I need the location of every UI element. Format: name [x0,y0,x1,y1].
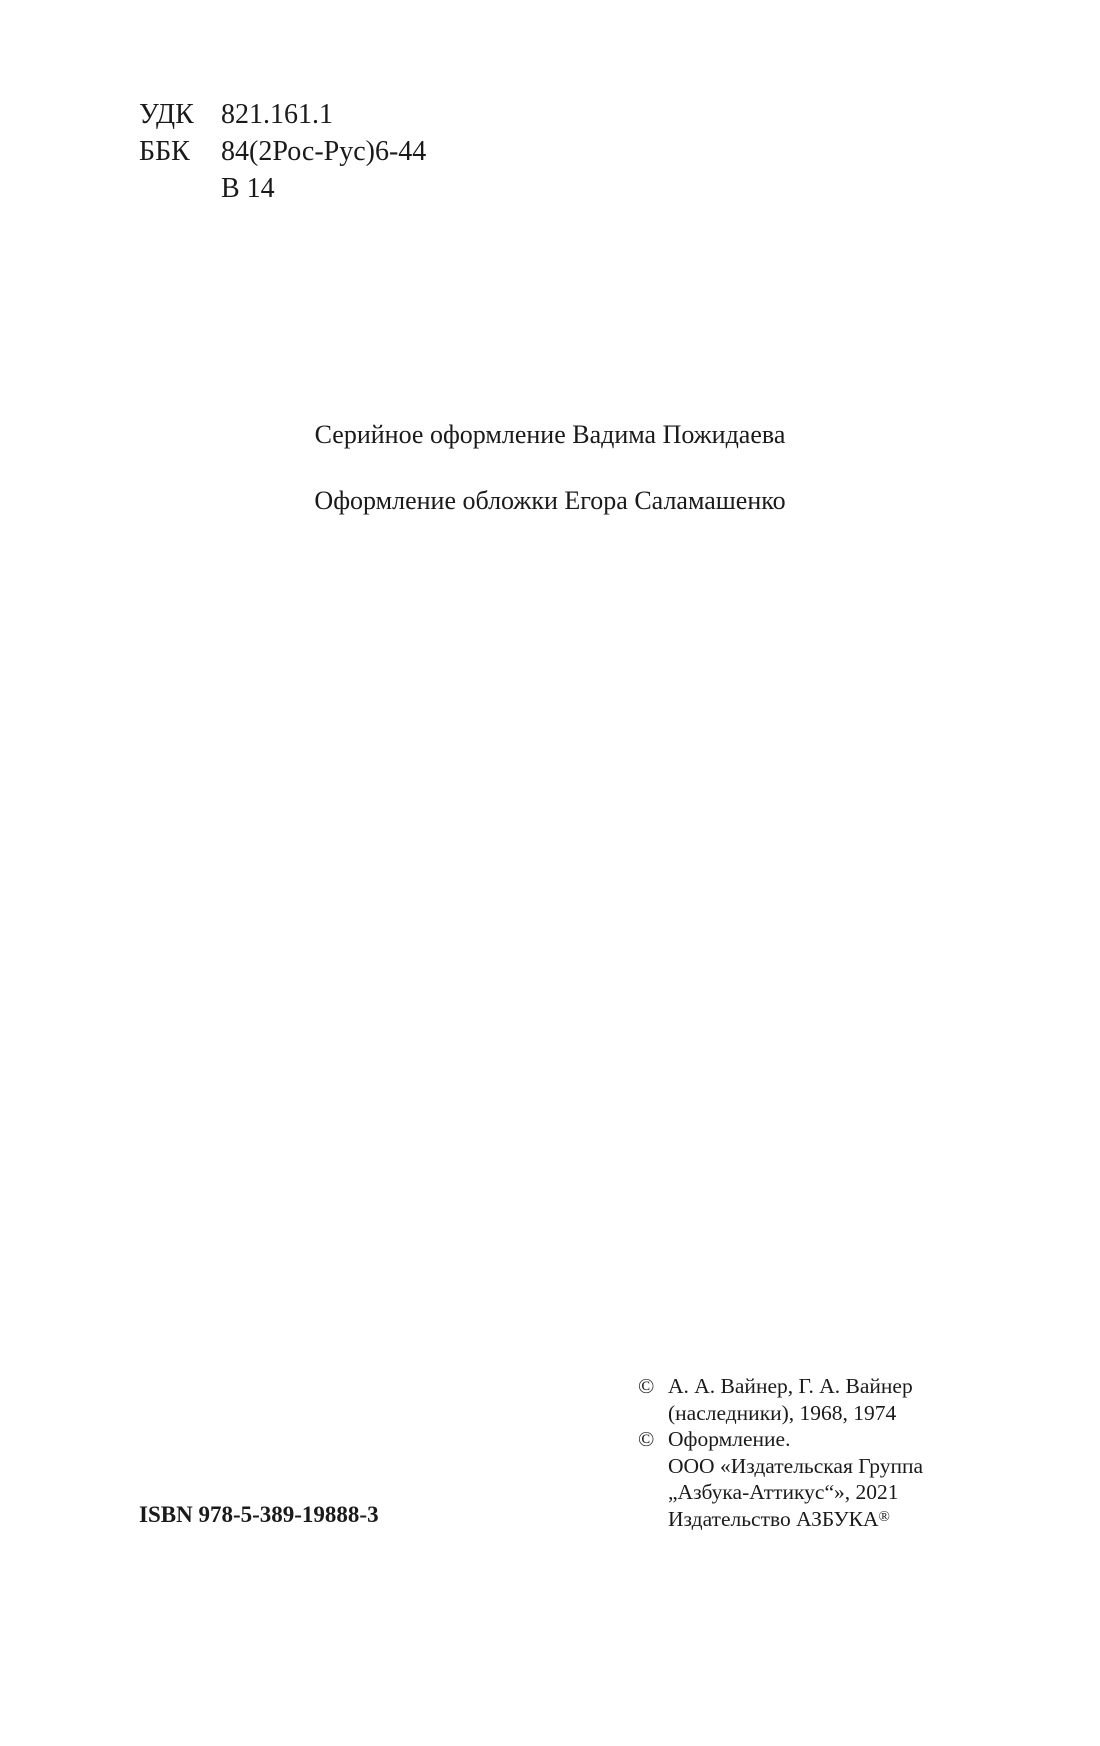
copyright-symbol: © [638,1374,655,1398]
udk-value: 821.161.1 [221,99,333,130]
bbk-label: ББК [139,136,190,167]
udk-label: УДК [139,99,194,130]
bbk-value: 84(2Рос-Рус)6-44 [221,136,427,167]
author-mark-row [139,170,426,207]
copyright-authors-text-1: А. А. Вайнер, Г. А. Вайнер [668,1374,913,1398]
copyright-design-text-2: ООО «Издательская Группа [668,1453,924,1478]
copyright-authors-line-1 [638,1373,923,1400]
copyright-design-line-1 [638,1426,923,1453]
copyright-authors-line-2 [638,1400,923,1427]
copyright-block [638,1373,923,1532]
publisher-name: Издательство АЗБУКА [668,1506,879,1531]
registered-mark-icon: ® [878,1508,890,1525]
classification-block [139,96,426,207]
copyright-design-text-1: Оформление. [668,1427,791,1451]
udk-row [139,96,426,133]
copyright-symbol: © [638,1427,655,1451]
cover-design-credit: Оформление обложки Егора Саламашенко [314,486,786,515]
series-design-credit: Серийное оформление Вадима Пожидаева [314,420,786,449]
isbn: ISBN 978-5-389-19888-3 [139,1502,379,1527]
copyright-design-line-4 [638,1506,923,1533]
bbk-row [139,133,426,170]
copyright-design-line-2 [638,1453,923,1480]
copyright-design-text-3: „Азбука-Аттикус“», 2021 [668,1480,899,1504]
author-mark-label [139,170,221,207]
copyright-authors-text-2: (наследники), 1968, 1974 [668,1400,897,1425]
copyright-design-line-3 [638,1479,923,1506]
author-mark-value: В 14 [221,173,275,204]
